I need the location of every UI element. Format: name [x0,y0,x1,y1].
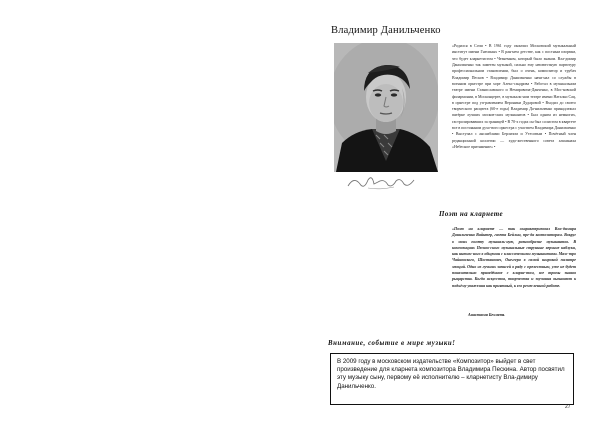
attention-heading: Внимание, событие в мире музыки! [328,340,456,347]
page-number: 27 [565,404,571,410]
quote-author: Анастасия Бехметь [468,312,505,317]
page-title: Владимир Данильченко [331,25,441,36]
biography-text: «Родился в Сочи • В 1961 году окончил Московский музыкальный институт имени Гнесиных • В ран-нем детстве, как с постным изорвам, что будет кларнетистом • Чезнемком, который было знаком. Вла-димир Данильченко так заметен музыкой, сильно ему неизвестную партитуру профессиональном становлении, был о очень, композитор и трубач Владимир Песков • Владимир Данильченко начи-нал со службы в военном оркестре при хоре Алекс-сандрова • Работал в музыкальном театре имени Станиславского и Немировича-Данченко, в Мос-ковской филармонии, в Москонцерте, в музыкаль-ном театре имени Натальи Сац, в оркестре под уп-равлением Вероники Дударовой • Входил до своего творческого расцвета (60-е годы) Владимир Да-нильченко принадлежал пятёрке лучших москов-ских музыкантов • Был одним из немногих, гастролировавших за границей • В 70-х годах он был солистом в квартете все в постоянном духо-вого оркестра с участием Владимира Данильченко • Выступал с ансамблями Берлизом и Утесовым • Почётный член редакционной коллегии — худо-жественного совета альманаха «Небесное притяжение» • [452,43,576,149]
quote-heading: Поэт на кларнете [439,210,504,218]
signature-icon [344,172,422,192]
portrait-photo-icon [334,43,438,172]
quote-text: «Поэт на кларнете — так охарактеризовал Вла-димира Данильченко Вайнтер, газета Бейлин, пре-да композиторам. Вокруг в моих полету музыкаль-ную, разнообразие музыкантов. В композициях Песков-ского музыкальные струнные верхние каблуки, как интим-ного в общении с классическими музыкантами. Маэс-тро Чайковского, Шостакович, Онеггера в самой широкой палитре эмоций. Одно из лучших записей в ряду с прелестным, уже не будет показательно приведённое с кларне-том, все тропы знаков рыцарства. Когда искусства, творчества и звучания вызывают к подъёму уважения как приятный, к его ремесленной работе. [452,226,576,288]
announcement-box [330,353,574,405]
announcement-text: В 2009 году в московском издательстве «Композитор» выйдет в свет произведение для кларнета композитора Владимира Пескина. Автор посвятил эту музыку сыну, первому её исполнителю – кларнетисту Вла-димиру Данильченко. [337,358,565,390]
